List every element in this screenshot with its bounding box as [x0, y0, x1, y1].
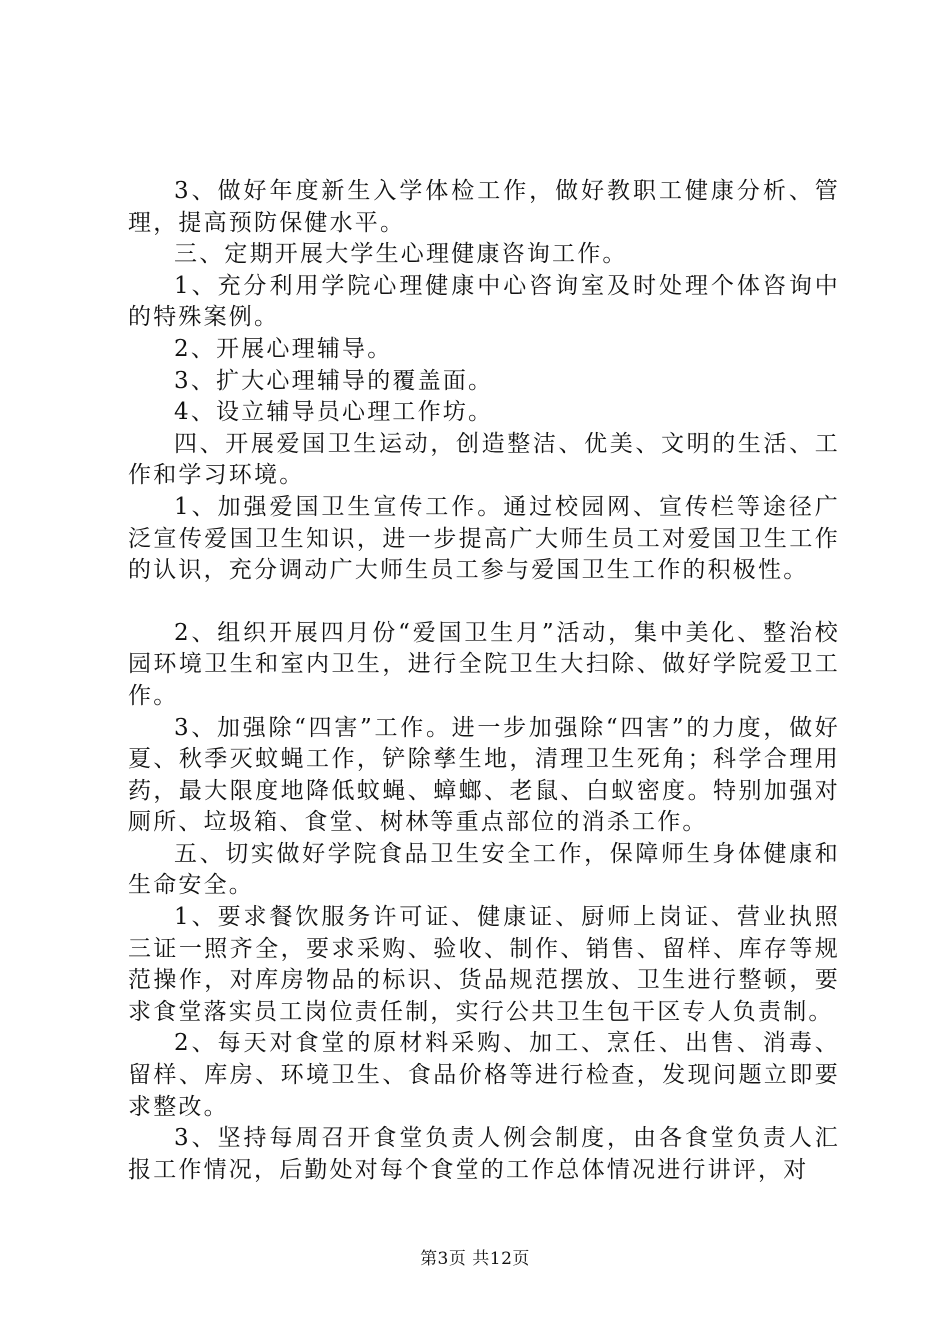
document-body — [128, 176, 840, 1186]
paragraph-weekly-meeting: 3、坚持每周召开食堂负责人例会制度，由各食堂负责人汇报工作情况，后勤处对每个食堂的工作总体情况进行讲评，对 — [128, 1125, 840, 1183]
paragraph-counseling-coverage: 3、扩大心理辅导的覆盖面。 — [174, 367, 494, 394]
paragraph-counseling-workshop: 4、设立辅导员心理工作坊。 — [174, 399, 494, 426]
page-number-footer: 第3页 共12页 — [420, 1249, 530, 1269]
paragraph-four-pests: 3、加强除“四害”工作。进一步加强除“四害”的力度，做好夏、秋季灭蚊蝇工作，铲除孳生地，清理卫生死角；科学合理用药，最大限度地降低蚊蝇、蟑螂、老鼠、白蚁密度。特别加强对厕所、垃圾箱、食堂、树林等重点部位的消杀工作。 — [128, 714, 840, 836]
paragraph-checkup: 3、做好年度新生入学体检工作，做好教职工健康分析、管理，提高预防保健水平。 — [128, 178, 840, 236]
paragraph-food-licenses: 1、要求餐饮服务许可证、健康证、厨师上岗证、营业执照三证一照齐全，要求采购、验收、制作、销售、留样、库存等规范操作，对库房物品的标识、货品规范摆放、卫生进行整顿，要求食堂落实员工岗位责任制，实行公共卫生包干区专人负责制。 — [128, 904, 840, 1025]
heading-section-4: 四、开展爱国卫生运动，创造整洁、优美、文明的生活、工作和学习环境。 — [128, 430, 840, 489]
paragraph-counseling-guidance: 2、开展心理辅导。 — [174, 335, 393, 362]
paragraph-hygiene-publicity: 1、加强爱国卫生宣传工作。通过校园网、宣传栏等途径广泛宣传爱国卫生知识，进一步提高广大师生员工对爱国卫生工作的认识，充分调动广大师生员工参与爱国卫生工作的积极性。 — [128, 493, 840, 584]
heading-section-3: 三、定期开展大学生心理健康咨询工作。 — [174, 241, 628, 268]
paragraph-gap — [128, 587, 840, 618]
paragraph-counseling-room: 1、充分利用学院心理健康中心咨询室及时处理个体咨询中的特殊案例。 — [128, 272, 840, 331]
paragraph-daily-inspection: 2、每天对食堂的原材料采购、加工、烹任、出售、消毒、留样、库房、环境卫生、食品价格等进行检查，发现问题立即要求整改。 — [128, 1030, 840, 1120]
heading-section-5: 五、切实做好学院食品卫生安全工作，保障师生身体健康和生命安全。 — [128, 840, 840, 899]
paragraph-hygiene-month: 2、组织开展四月份“爱国卫生月”活动，集中美化、整治校园环境卫生和室内卫生，进行全院卫生大扫除、做好学院爱卫工作。 — [128, 619, 840, 709]
